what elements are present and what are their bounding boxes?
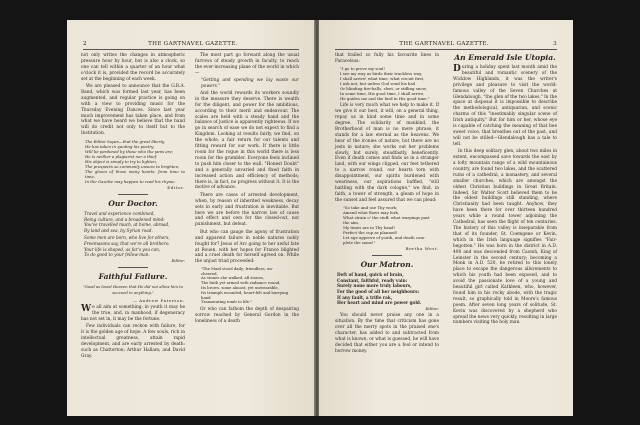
page-number: 3 <box>553 41 557 47</box>
paragraph: But who can gauge the agony of frustration and apparent failure in noble natures nobly fought for? Jesus of Arc going to her awful fate at Rouen, with her hopes for France blighted and a cruel death for herself agreed on. While the unjust triad proceeded: <box>195 229 299 265</box>
paragraph: We are pleased to announce that the G.R.A. Band, which was formed last year, has been augmented, and regular practice is going on with a view to providing music for the Thursday Evening Dances. Since last year much improvement has taken place, and from what we have heard we believe that the band will do credit not only to itself but to the Institution. <box>81 84 185 137</box>
paragraph: Or who can fathom the depth of despairing sorrow reached by General Gordon in the loneliness of a death <box>195 307 299 324</box>
paracelsus-verse: "I go to prove my soul! I see my way as birds their trackless way, I shall arrive! what time, what circuit first, I ask not; but unless God send his hail Or blinding fire-balls, sleet, or stifling snow, In some time, His good time, I shall arrive, He guides me and the bird in His good time." <box>340 66 430 102</box>
paragraph: The most part go forward along the usual furrows of steady growth in faculty, to reach the ever-increasing plane of the world in which — <box>195 53 299 76</box>
closing-verse: "So take and use Thy work; Amend what flaws may lurk, What strain o' the stuff, what warpings past the aim, My times are in Thy hand! Perfect the cup as planned! Let age approve of youth, and death com- plete the same!" <box>343 205 430 246</box>
doctor-poem: Travel and experience combined, Being culture, and a broadened mind: You've travelled much, at home, abroad, By land and sea, by Syrian road. Some men are born, who live for others, Freemasons say, that we're all brothers: Your life is shaped, as far's you can, To do good to your fellow-man. <box>84 211 170 258</box>
page-number: 2 <box>83 41 87 47</box>
paragraph: Few individuals can reckon with failure, for it is the golden age of hope. A few souls, rich in intellectual greatness, attain rapid development, and are early arrested by death: such as Chatterton; Arthur Hallam; and David Gray. <box>81 324 185 359</box>
signature: Editor. <box>167 185 185 191</box>
section-heading-our-matron: Our Matron. <box>360 260 414 270</box>
epigraph-attribution: — Andrew Paterson. <box>132 297 185 303</box>
section-heading-emerald-isle: An Emerald Isle Utopia. <box>454 53 556 62</box>
divider <box>118 267 148 268</box>
joan-poem: "The Maid stood daily; friendless, un- cheered, As stones she walked, all stones, The faith yet armed with radiance round, Its brows, some almost, yet unwearable, Its triumph wounded; heart-felt and hurrying hand Transmuting tomb to life." <box>201 265 289 305</box>
paragraph: We all aim at something; in youth it may be the true, and, in manhood, if degeneracy has not set in, it may be the fortune. <box>81 303 185 322</box>
left-column-2 <box>195 53 299 326</box>
matron-poem: Deft of hand, quick of brain, Constant, faithful, ready vain: Surely none more truly labours, For the good of all her neighbours: If any fault, a trifle rak, Her heart and mind are power gold. <box>337 272 422 306</box>
right-column-1 <box>335 53 439 356</box>
signature: Editor. <box>425 305 439 311</box>
paragraph: During a holiday spent last month amid the beautiful and romantic scenery of the Wicklow Highlands, it was the writer's privilege and pleasure to visit the world-famous valley of the Seven Churches at Glendalough, "the glen of the two lakes." In the space at disposal it is impossible to describe the methodological, antiquarian, and scenic charms of this "inestimably singular scene of Irish antiquity." But for him or her, whose eye is capable of catching the meaning of that bee sweet voice, that breathes out of the past, and will not be stilled—Glendalough has a tale to tell. <box>453 64 557 147</box>
paragraph: There are cases of arrested development, when, by reason of inherited weakness, decay sets in early and frustration is inevitable. But here we are before the narrow law of cause and effect and own for the closed-out, not punishment, but defeat. <box>195 192 299 228</box>
right-page-header <box>335 38 557 50</box>
paragraph: You should never praise any one in a situation. By the time that criticism has gone over all the merry spots in the praised one's character, has added to and subtracted from what is known, or what is guessed, he will have decided that either you are a fool or intend to borrow money. <box>335 313 439 354</box>
paragraph: Life is very much what we help to make it. If we give it our best, it will, on a general thing, repay us in kind some time and in some degree. The solidarity of mankind, the Brotherhood of man is no mere phrase, it stands for a law eternal as the heavens. We hear of the ironies of nature, but there are no jests in nature; she works out her problems slowly, but surely, steadfastly, beneficently. Even if death comes and finds us in a stranger land, with our wings clipped, our feet tethered to a narrow round, our hearts torn with disappointment, our spirits burdened with weariness, our aspirations baffled, "still battling with the dark cologne," we find, in faith, a tower of strength, a gleam of hope in the sunset and feel assured that we can plead: <box>335 103 439 203</box>
editor-verse: The Editor hopes—that the great liberty, He has taken in quoting his poetry, Will be pardoned by those who the pens are; He is neither a plagiarist nor a thief. His object is simply to try to lighten, The prospects so commonly unsure to brighten, The gloom of those many hearts, from time to time, In the Gazette may happen to read his rhyme. <box>85 139 185 185</box>
left-column-1 <box>81 53 185 361</box>
running-title: THE GARTNAVEL GAZETTE. <box>399 41 489 47</box>
epigraph: "Good as loved Heaven that He did not allow him to succeed in anything." <box>83 283 183 295</box>
left-page <box>67 20 315 416</box>
left-page-header <box>83 38 299 50</box>
right-page <box>319 20 573 416</box>
section-heading-faithful-failure: Faithful Failure. <box>98 271 168 281</box>
signature: Bertha West. <box>405 246 439 252</box>
paragraph: not only writes the changes in atmospheric pressure hour by hour, but is also a clock, so one can tell within a quarter of an hour what o'clock it is, provided the record be accurately set at the beginning of each week. <box>81 53 185 82</box>
divider <box>118 194 148 195</box>
right-column-2 <box>453 53 557 328</box>
running-title: THE GARTNAVEL GAZETTE. <box>148 41 238 47</box>
paragraph: that trailed so fully his favourite lines in Paracelsus: <box>335 53 439 64</box>
section-heading-our-doctor: Our Doctor. <box>108 199 158 209</box>
signature: Editor. <box>171 257 185 263</box>
divider <box>372 255 402 256</box>
paragraph: And the world rewards its workers soundly in the measure they deserve. There is wealth for the diligent, and power for the ambitious, according to their merit and endeavour. The scales are held with a steady hand and the balance of justice is apparently righteous. If we go in search of ease we do not expect to find a Kingdom. Looking at results fairly, we find, on the whole, a fair return for our talents and fitting reward for our work. If there is little room for the rogue in this world there is less room for the grumbler. Everyone feels inclined to push him closer to the wall. "Honest Doubt" and a generally unvaried and fixed faith in increased action and efficiency of methods; there is, in fact, no progress without it. It is the motive of advance. <box>195 90 299 191</box>
quote: "Getting and spending we lay waste our powers." <box>201 78 299 90</box>
paragraph: In this deep solitary glen, about two miles in extent, encompassed save towards the east by a lofty mountain range of a wild mountainous country, are found two lakes, and the scattered ruins of a cathedral, a monastery, and several smaller churches, which are amongst the oldest Christian buildings in Great Britain. Indeed, Sir Walter Scott believed them to be the oldest buildings still standing, where Christianity had been taught. Anyhow, they have been there for over thirteen hundred years while a round tower adjoining the Cathedral, has seen the flight of ten centuries. The history of this valley is inseparable from that of its founder, St. Coemgene or Kevin, which in the Irish language signifies "Fair-begotten." He was born in the district in A.D. 498 and was descended from Caomh, King of Leinster in the second century; becoming a Monk in A.D. 520, he retired to this lonely place to escape the dangerous allurements to which his youth had been exposed, and to avoid the passionate love of a young and beautiful girl called Kathleen, who, however, found him in his rocky abode, with the tragic result, so graphically told in Moore's famous poem. After seven long years of solitude, St. Kevin was discovered by a shepherd who spread the news very quickly, resulting in large numbers visiting the holy man. <box>453 149 557 326</box>
